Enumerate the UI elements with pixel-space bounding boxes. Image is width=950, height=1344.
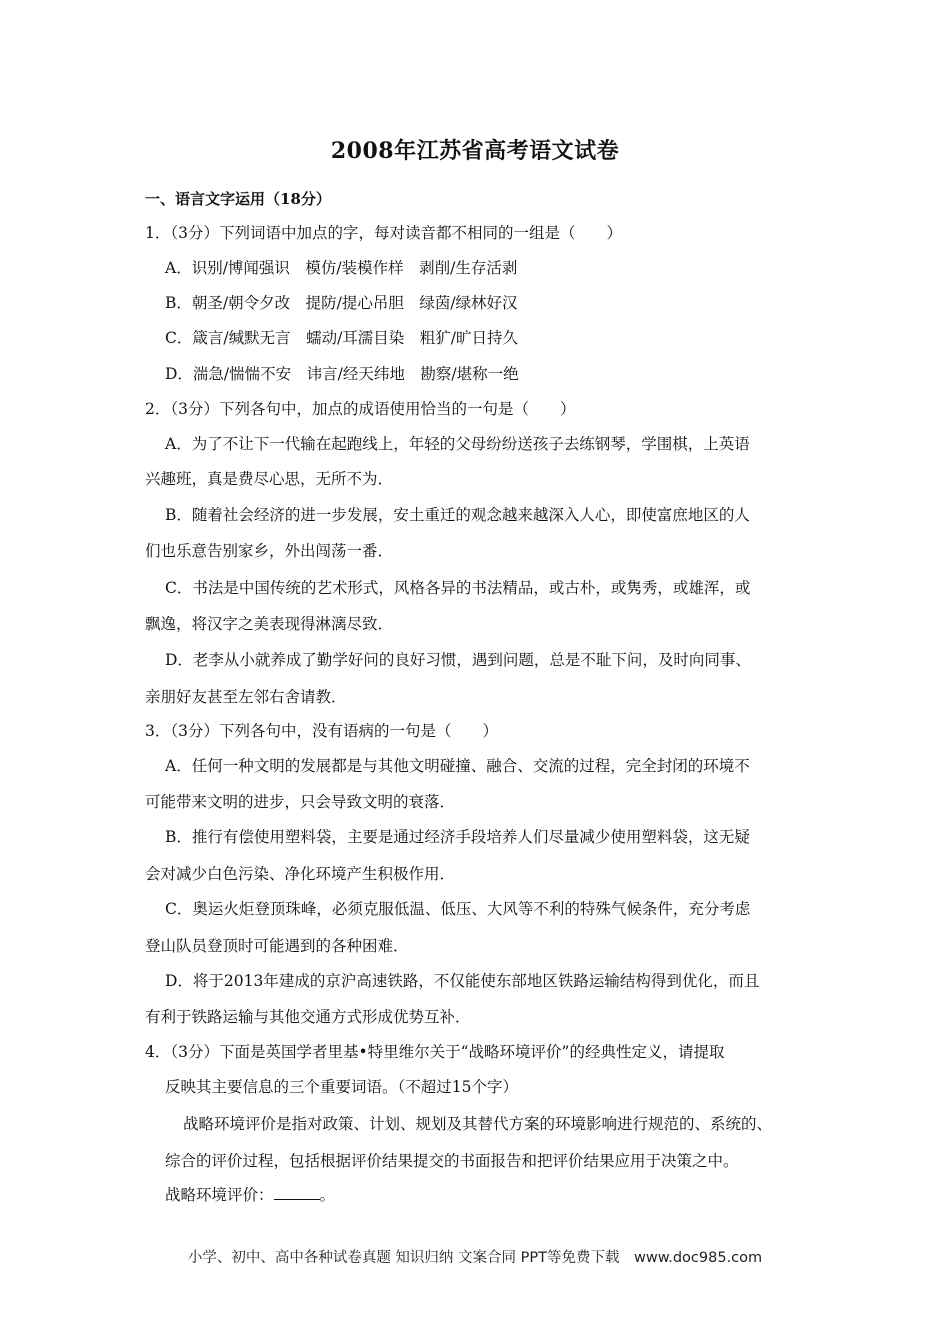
q4-passage-line1: 战略环境评价是指对政策、计划、规划及其替代方案的环境影响进行规范的、系统的、	[183, 1115, 773, 1133]
q3-option-d-line1: D．将于2013年建成的京沪高速铁路，不仅能使东部地区铁路运输结构得到优化，而且	[165, 972, 760, 990]
q3-option-c-line2: 登山队员登顶时可能遇到的各种困难．	[145, 937, 409, 955]
q1-option-d: D．湍急/惴惴不安 讳言/经天纬地 勘察/堪称一绝	[165, 365, 519, 383]
q3-option-a-line1: A．任何一种文明的发展都是与其他文明碰撞、融合、交流的过程，完全封闭的环境不	[165, 757, 750, 775]
q3-stem: 3．（3分）下列各句中，没有语病的一句是（ ）	[145, 722, 498, 740]
q4-answer-blank[interactable]	[274, 1185, 320, 1200]
q1-option-a: A．识别/博闻强识 模仿/装模作样 剥削/生存活剥	[165, 259, 518, 277]
q2-option-d-line2: 亲朋好友甚至左邻右舍请教．	[145, 688, 347, 706]
q3-option-b-line2: 会对减少白色污染、净化环境产生积极作用．	[145, 865, 456, 883]
q1-option-b: B．朝圣/朝令夕改 提防/提心吊胆 绿茵/绿林好汉	[165, 294, 518, 312]
q3-option-c-line1: C．奥运火炬登顶珠峰，必须克服低温、低压、大风等不利的特殊气候条件，充分考虑	[165, 900, 751, 918]
q2-option-c-line1: C．书法是中国传统的艺术形式，风格各异的书法精品，或古朴，或隽秀，或雄浑，或	[165, 579, 751, 597]
q4-stem-line2: 反映其主要信息的三个重要词语。（不超过15个字）	[165, 1078, 518, 1096]
q4-stem-line1: 4．（3分）下面是英国学者里基•特里维尔关于“战略环境评价”的经典性定义，请提取	[145, 1043, 725, 1061]
q3-option-d-line2: 有利于铁路运输与其他交通方式形成优势互补．	[145, 1008, 471, 1026]
q2-option-d-line1: D．老李从小就养成了勤学好问的良好习惯，遇到问题，总是不耻下问，及时向同事、	[165, 651, 751, 669]
q1-stem: 1．（3分）下列词语中加点的字，每对读音都不相同的一组是（ ）	[145, 224, 622, 242]
q3-option-a-line2: 可能带来文明的进步，只会导致文明的衰落．	[145, 793, 456, 811]
q3-option-b-line1: B．推行有偿使用塑料袋，主要是通过经济手段培养人们尽量减少使用塑料袋，这无疑	[165, 828, 750, 846]
q1-option-c: C．箴言/缄默无言 蠕动/耳濡目染 粗犷/旷日持久	[165, 329, 519, 347]
q4-passage-line2: 综合的评价过程，包括根据评价结果提交的书面报告和把评价结果应用于决策之中。	[165, 1152, 739, 1170]
q4-answer-label: 战略环境评价：	[165, 1186, 274, 1204]
q2-option-b-line2: 们也乐意告别家乡，外出闯荡一番．	[145, 542, 394, 560]
q2-option-a-line2: 兴趣班，真是费尽心思，无所不为．	[145, 470, 394, 488]
q2-option-c-line2: 飘逸，将汉字之美表现得淋漓尽致．	[145, 615, 394, 633]
q4-answer-line	[165, 1184, 335, 1206]
q2-option-a-line1: A．为了不让下一代输在起跑线上，年轻的父母纷纷送孩子去练钢琴，学围棋，上英语	[165, 435, 750, 453]
q2-option-b-line1: B．随着社会经济的进一步发展，安土重迁的观念越来越深入人心，即使富庶地区的人	[165, 506, 750, 524]
page-title: 2008年江苏省高考语文试卷	[330, 138, 620, 164]
q4-answer-end: 。	[319, 1186, 336, 1204]
q2-stem: 2．（3分）下列各句中，加点的成语使用恰当的一句是（ ）	[145, 400, 576, 418]
section-heading: 一、语言文字运用（18分）	[145, 190, 331, 208]
footer-watermark: 小学、初中、高中各种试卷真题 知识归纳 文案合同 PPT等免费下载 www.doc985.com	[187, 1250, 763, 1266]
